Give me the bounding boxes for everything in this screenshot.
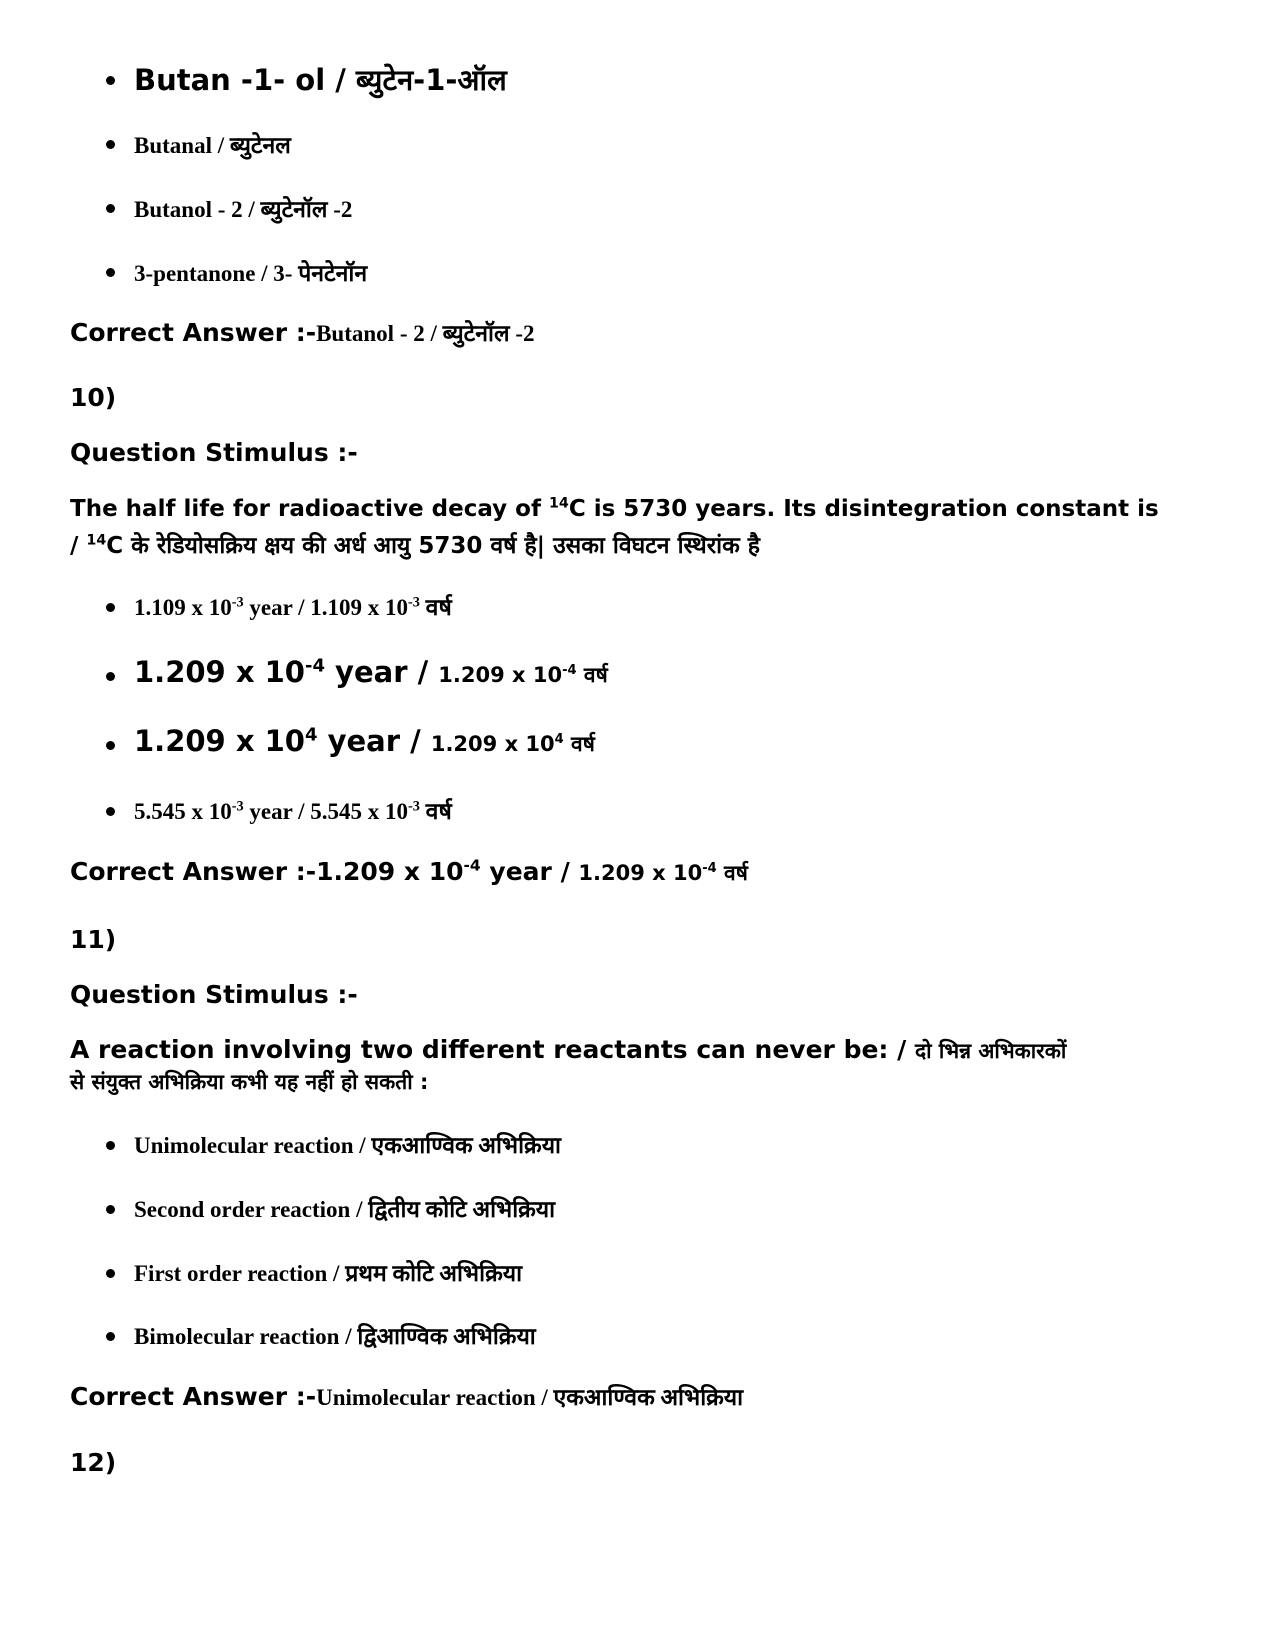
q10-correct-answer: Correct Answer :-1.209 x $10^{-4}$ year / 1.209 x $10^{-4}$ वर्ष (70, 856, 748, 886)
q9-option-1: Butan -1- ol / ब्युटेन-1-ऑल (134, 63, 507, 97)
bullet-icon (106, 1141, 115, 1150)
correct-answer-label: Correct Answer :- (70, 1382, 317, 1411)
q9-correct-answer (70, 316, 534, 348)
q11-option-3: First order reaction / प्रथम कोटि अभिक्रिया (134, 1261, 523, 1286)
bullet-icon (106, 268, 115, 277)
q10-option-4: 5.545 x $10^{-3}$ year / 5.545 x $10^{-3}$ वर्ष (134, 798, 452, 824)
q10-option-2: 1.209 x $10^{-4}$ year / 1.209 x $10^{-4}$ वर्ष (134, 655, 608, 689)
correct-answer-label: Correct Answer :- (70, 857, 317, 886)
question-number: 10) (70, 383, 117, 412)
bullet-icon (106, 807, 115, 816)
q11-option-4: Bimolecular reaction / द्विआण्विक अभिक्रिया (134, 1324, 536, 1349)
q11-option-1: Unimolecular reaction / एकआण्विक अभिक्रिया (134, 1133, 562, 1158)
q10-stimulus-line1: The half life for radioactive decay of $^{14}$C is 5730 years. Its disintegration constant is (70, 495, 1159, 522)
q11-stimulus-line2: से संयुक्त अभिक्रिया कभी यह नहीं हो सकती : (70, 1070, 429, 1094)
stimulus-label: Question Stimulus :- (70, 980, 358, 1009)
bullet-icon (106, 741, 115, 750)
correct-answer-label: Correct Answer :- (70, 318, 317, 347)
bullet-icon (106, 76, 115, 85)
bullet-icon (106, 1332, 115, 1341)
question-number: 11) (70, 925, 117, 954)
bullet-icon (106, 672, 115, 681)
bullet-icon (106, 204, 115, 213)
q9-option-3: Butanol - 2 / ब्युटेनॉल -2 (134, 197, 353, 222)
bullet-icon (106, 603, 115, 612)
bullet-icon (106, 1205, 115, 1214)
q9-option-2: Butanal / ब्युटेनल (134, 133, 291, 158)
correct-answer-value: Unimolecular reaction / एकआण्विक अभिक्रिया (316, 1385, 744, 1410)
q11-correct-answer (70, 1380, 743, 1412)
q11-stimulus-line1: A reaction involving two different reactants can never be: / दो भिन्न अभिकारकों (70, 1035, 1067, 1064)
bullet-icon (106, 1269, 115, 1278)
q9-option-4: 3-pentanone / 3- पेनटेनॉन (134, 261, 368, 286)
bullet-icon (106, 140, 115, 149)
q10-stimulus-line2: / $^{14}$C के रेडियोसक्रिय क्षय की अर्ध आयु 5730 वर्ष है| उसका विघटन स्थिरांक है (70, 532, 760, 559)
question-number: 12) (70, 1448, 117, 1477)
q10-option-1: 1.109 x $10^{-3}$ year / 1.109 x $10^{-3}$ वर्ष (134, 594, 452, 620)
correct-answer-value: Butanol - 2 / ब्युटेनॉल -2 (316, 321, 535, 346)
stimulus-label: Question Stimulus :- (70, 438, 358, 467)
q11-option-2: Second order reaction / द्वितीय कोटि अभिक्रिया (134, 1197, 556, 1222)
q10-option-3: 1.209 x $10^4$ year / 1.209 x $10^4$ वर्ष (134, 724, 595, 758)
